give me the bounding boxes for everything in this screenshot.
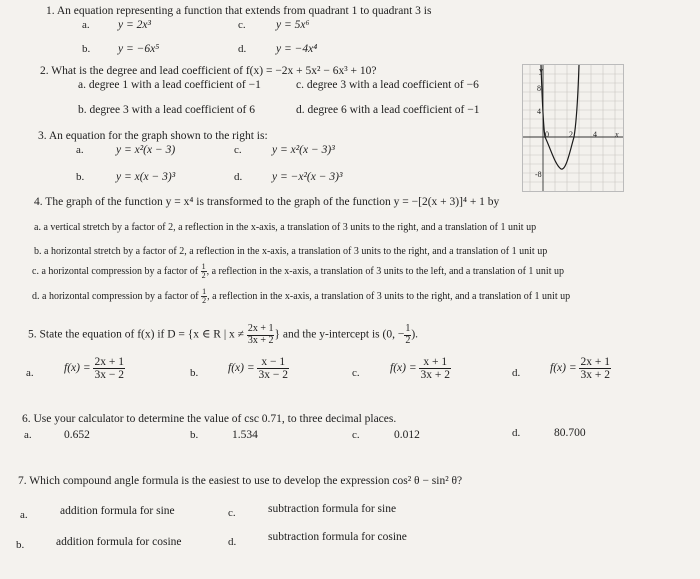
q5-stem-mid: } and the y-intercept is (0, −	[274, 328, 405, 341]
frac-denominator: 3x − 2	[94, 369, 124, 382]
fx-label: f(x) =	[228, 362, 255, 375]
frac-numerator: 1	[201, 262, 206, 271]
q7-option-a-label: a.	[20, 509, 28, 521]
q4-stem: 4. The graph of the function y = x⁴ is transformed to the graph of the function y = −[2(x + 3)]⁴ + 1 by	[34, 196, 500, 208]
q4-option-b: b. a horizontal stretch by a factor of 2, a reflection in the x-axis, a translation of 3 units to the right, and a translation of 1 unit up	[34, 246, 548, 257]
graph-tick-0: 0	[545, 130, 549, 139]
graph-tick-x2: 2	[569, 130, 573, 139]
q5-option-c-label: c.	[352, 367, 360, 379]
q6-option-c: 0.012	[394, 429, 420, 441]
q7-stem: 7. Which compound angle formula is the easiest to use to develop the expression cos² θ − sin² θ?	[18, 475, 463, 487]
q5-option-b-fraction	[257, 356, 289, 381]
q4-option-a: a. a vertical stretch by a factor of 2, a reflection in the x-axis, a translation of 3 units to the right, and a translation of 1 unit up	[34, 222, 537, 233]
q5-option-d-fraction	[579, 356, 611, 381]
q7-option-c-label: c.	[228, 507, 236, 519]
graph-x-label: x	[615, 130, 619, 139]
q5-stem	[28, 324, 418, 346]
q2-option-d: d. degree 6 with a lead coefficient of −1	[296, 104, 480, 116]
q2-option-c: c. degree 3 with a lead coefficient of −6	[296, 79, 479, 91]
q1-stem: 1. An equation representing a function that extends from quadrant 1 to quadrant 3 is	[46, 5, 432, 17]
frac-numerator: 2x + 1	[247, 323, 274, 334]
frac-numerator: 1	[202, 287, 207, 296]
q5-option-b-label: b.	[190, 367, 199, 379]
frac-numerator: 2x + 1	[94, 356, 124, 368]
q6-option-a-label: a.	[24, 429, 32, 441]
q7-option-b: addition formula for cosine	[56, 536, 182, 548]
q7-option-d-label: d.	[228, 536, 237, 548]
q6-option-b-label: b.	[190, 429, 199, 441]
q5-option-a-label: a.	[26, 367, 34, 379]
q4-option-c-post: , a reflection in the x-axis, a translation of 3 units to the left, and a translation of 1 unit up	[206, 266, 564, 278]
q6-option-b: 1.534	[232, 429, 258, 441]
frac-denominator: 3x + 2	[420, 369, 450, 382]
q6-option-a: 0.652	[64, 429, 90, 441]
q4-option-d-pre: d. a horizontal compression by a factor of	[32, 291, 199, 303]
q6-option-d-label: d.	[512, 427, 521, 439]
q4-option-c-pre: c. a horizontal compression by a factor of	[32, 266, 199, 278]
q7-option-d: subtraction formula for cosine	[268, 531, 407, 543]
q5-option-d-label: d.	[512, 367, 521, 379]
q3-option-b: y = x(x − 3)³	[116, 171, 176, 183]
frac-denominator: 3x + 2	[580, 369, 610, 382]
q1-option-c: y = 5x⁶	[276, 19, 310, 31]
q5-option-a	[64, 356, 125, 381]
q3-option-b-label: b.	[76, 171, 85, 183]
graph-tick-x4: 4	[593, 130, 597, 139]
graph-tick-neg8: -8	[535, 170, 542, 179]
frac-denominator: 2	[202, 296, 207, 306]
q3-option-c: y = x²(x − 3)³	[272, 144, 335, 156]
q3-option-a-label: a.	[76, 144, 84, 156]
q5-option-c	[390, 356, 451, 381]
q5-option-d	[550, 356, 611, 381]
frac-denominator: 2	[201, 271, 206, 281]
q5-domain-fraction	[247, 324, 275, 346]
frac-numerator: 2x + 1	[580, 356, 610, 368]
q5-option-a-fraction	[93, 356, 125, 381]
q5-option-b	[228, 356, 289, 381]
q4-option-c	[32, 263, 564, 281]
q7-option-c: subtraction formula for sine	[268, 503, 397, 515]
q6-stem: 6. Use your calculator to determine the value of csc 0.71, to three decimal places.	[22, 413, 397, 425]
fx-label: f(x) =	[550, 362, 577, 375]
graph-tick-4: 4	[537, 107, 541, 116]
q5-stem-end: ).	[411, 328, 419, 341]
q3-option-d-label: d.	[234, 171, 243, 183]
frac-numerator: 1	[405, 323, 411, 334]
frac-numerator: x − 1	[257, 356, 289, 369]
q2-stem: 2. What is the degree and lead coefficient of f(x) = −2x + 5x² − 6x³ + 10?	[40, 65, 377, 77]
q7-option-b-label: b.	[16, 539, 25, 551]
q1-option-b: y = −6x⁵	[118, 43, 160, 55]
q3-stem: 3. An equation for the graph shown to the right is:	[38, 130, 268, 142]
frac-denominator: 3x − 2	[258, 369, 288, 382]
q5-stem-pre: 5. State the equation of f(x) if D = {x ∈ R | x ≠	[28, 328, 244, 341]
q3-option-a: y = x²(x − 3)	[116, 144, 176, 156]
q1-option-d: y = −4x⁴	[276, 43, 318, 55]
q7-option-a: addition formula for sine	[60, 505, 175, 517]
frac-numerator: x + 1	[419, 356, 451, 369]
q6-option-c-label: c.	[352, 429, 360, 441]
q3-option-c-label: c.	[234, 144, 242, 156]
q3-option-d: y = −x²(x − 3)³	[272, 171, 343, 183]
q1-option-b-label: b.	[82, 43, 91, 55]
fx-label: f(x) =	[64, 362, 91, 375]
q2-option-a: a. degree 1 with a lead coefficient of −1	[78, 79, 261, 91]
q2-option-b: b. degree 3 with a lead coefficient of 6	[78, 104, 256, 116]
graph-curve	[541, 65, 579, 169]
graph-tick-8: 8	[537, 84, 541, 93]
q3-graph	[522, 64, 624, 192]
q1-option-a-label: a.	[82, 19, 90, 31]
q1-option-a: y = 2x³	[118, 19, 151, 31]
fx-label: f(x) =	[390, 362, 417, 375]
q1-option-c-label: c.	[238, 19, 246, 31]
q4-option-d	[32, 288, 570, 306]
frac-denominator: 3x + 2	[247, 334, 274, 346]
q4-option-d-post: , a reflection in the x-axis, a translation of 3 units to the right, and a translation of 1 unit up	[207, 291, 571, 303]
q6-option-d: 80.700	[554, 427, 586, 439]
frac-denominator: 2	[405, 334, 411, 346]
q5-option-c-fraction	[419, 356, 451, 381]
q1-option-d-label: d.	[238, 43, 247, 55]
graph-y-label: y	[539, 66, 543, 75]
